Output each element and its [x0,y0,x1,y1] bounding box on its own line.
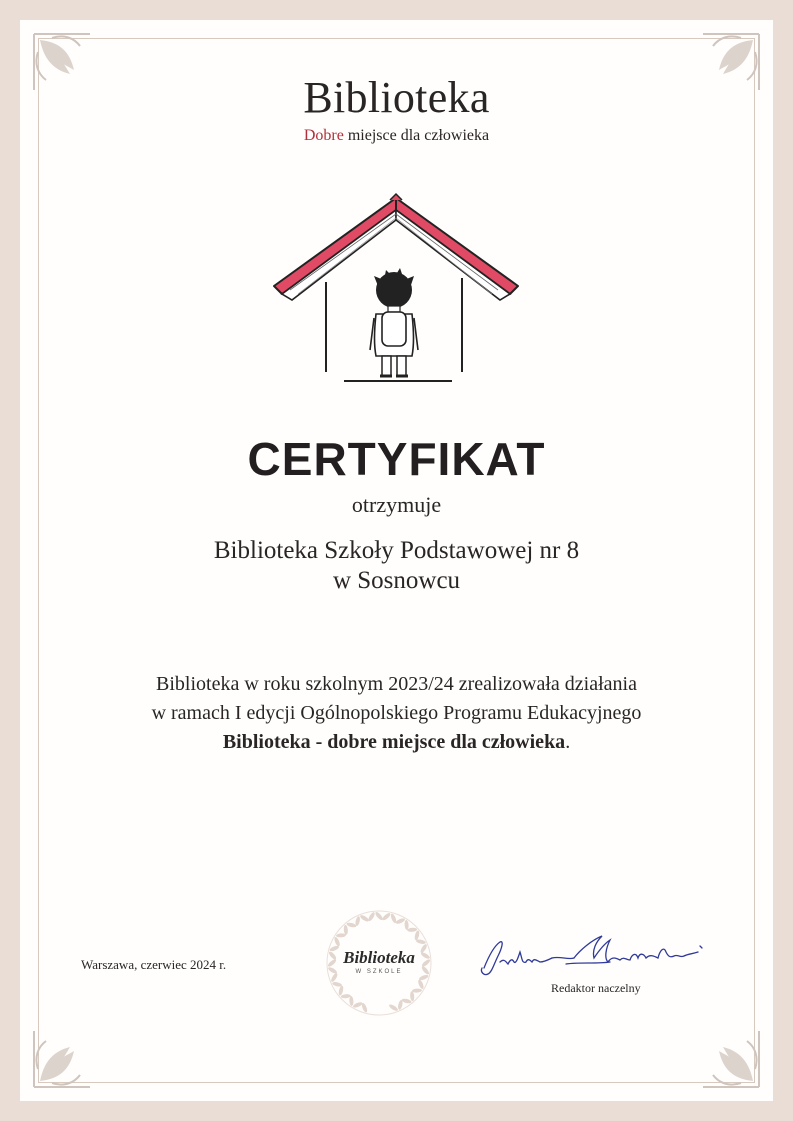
laurel-seal-icon [314,898,444,1028]
program-name: Biblioteka - dobre miejsce dla człowieka [222,731,566,753]
laurel-leaf [359,914,370,923]
body-line-3 [0,728,793,757]
laurel-leaf [407,927,417,932]
subtitle-accent: Dobre [303,127,344,144]
laurel-leaf [381,912,391,922]
subtitle-rest: miejsce dla człowieka [343,127,490,144]
body-line-2: w ramach I edycji Ogólnopolskiego Programu Edukacyjnego [151,702,642,724]
laurel-leaf [410,991,415,1001]
recipient-line-1: Biblioteka Szkoły Podstawowej nr 8 [213,537,580,564]
certificate-body [0,670,793,757]
header-title: Biblioteka [303,73,490,122]
laurel-leaf [346,922,357,928]
laurel-leaf [336,933,346,938]
laurel-leaf [349,996,354,1006]
certificate-heading: CERTYFIKAT [247,433,546,485]
recipient-name [0,536,793,596]
laurel-leaf [374,911,383,921]
recipient-line-2: w Sosnowcu [332,567,461,594]
laurel-leaf [414,930,420,941]
body-period: . [565,731,571,753]
laurel-leaf [343,925,348,935]
book-house-illustration [270,190,522,385]
laurel-leaf [352,1001,363,1009]
seal-subtitle: W SZKOLE [355,969,403,975]
signature-image [470,928,715,983]
laurel-leaf [341,994,351,999]
receives-label: otrzymuje [351,492,442,517]
laurel-leaf [395,917,406,925]
laurel-leaf [333,936,341,947]
laurel-leaf [388,1003,399,1012]
seal-title: Biblioteka [343,948,415,967]
header-subtitle [0,127,793,145]
laurel-leaf [412,988,422,993]
place-date: Warszawa, czerwiec 2024 r. [81,957,227,972]
corner-ornament-icon [30,1021,100,1091]
signature-role: Redaktor naczelny [551,981,641,995]
laurel-leaf [338,985,344,996]
laurel-leaf [417,979,425,990]
laurel-leaf [404,920,409,930]
corner-ornament-icon [693,1021,763,1091]
body-line-1: Biblioteka w roku szkolnym 2023/24 zrealizowała działania [156,673,637,695]
laurel-leaf [401,998,412,1004]
